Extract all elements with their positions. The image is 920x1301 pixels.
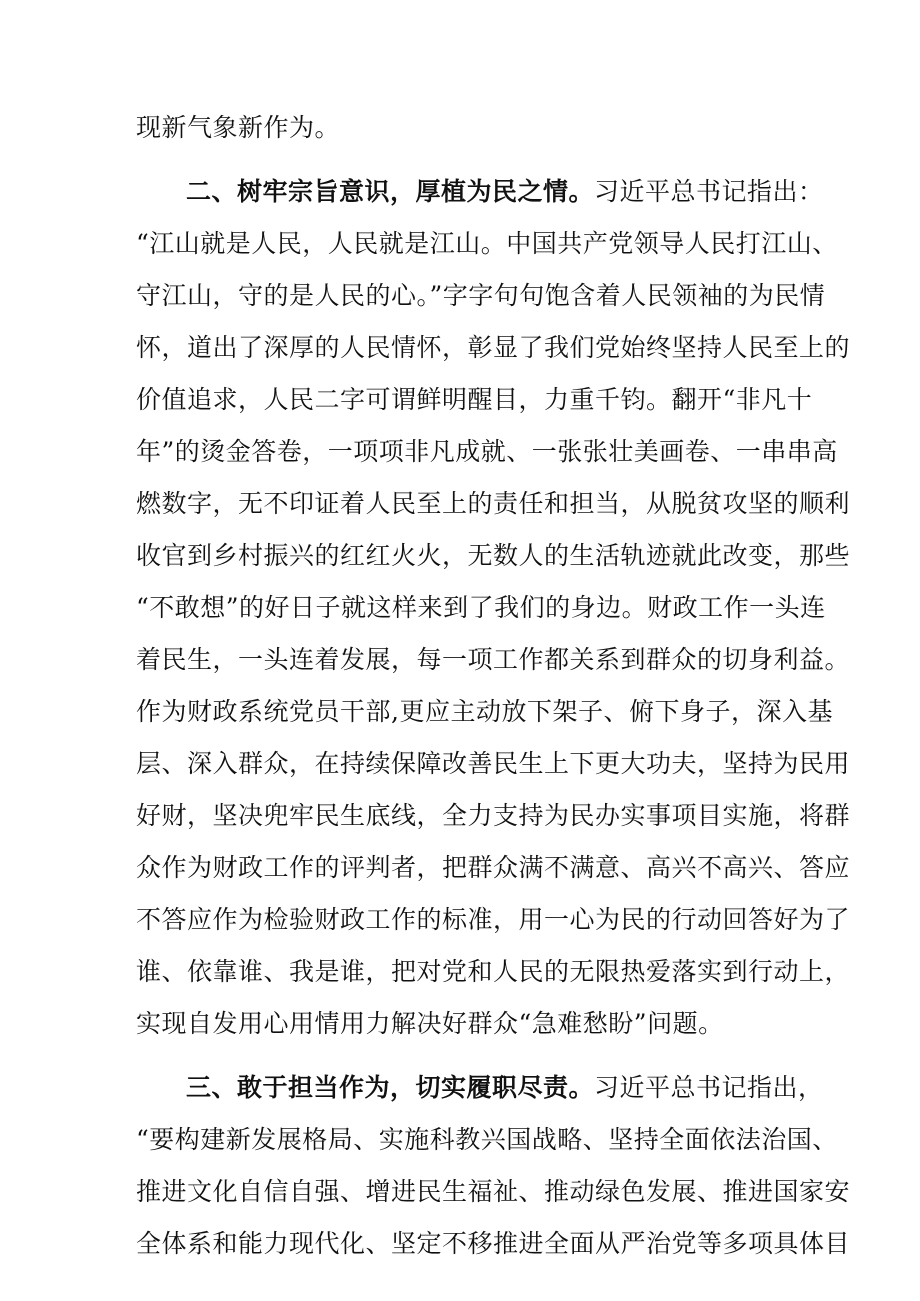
section-2-heading: 二、树牢宗旨意识，厚植为民之情。 [186, 177, 595, 206]
paragraph-line: “要构建新发展格局、实施科教兴国战略、坚持全面依法治国、 [136, 1125, 838, 1154]
paragraph-line: 不答应作为检验财政工作的标准，用一心为民的行动回答好为了 [136, 905, 851, 934]
paragraph-line: 守江山，守的是人民的心。”字字句句饱含着人民领袖的为民情 [136, 281, 826, 310]
paragraph-line: “江山就是人民，人民就是江山。中国共产党领导人民打江山、 [136, 229, 838, 258]
section-3-heading-line [186, 1066, 824, 1110]
section-2-heading-line [186, 170, 824, 214]
paragraph-line: 众作为财政工作的评判者，把群众满不满意、高兴不高兴、答应 [136, 853, 851, 882]
paragraph-line: “不敢想”的好日子就这样来到了我们的身边。财政工作一头连 [136, 593, 826, 622]
paragraph-line: 实现自发用心用情用力解决好群众“急难愁盼”问题。 [136, 1009, 724, 1038]
section-3-heading: 三、敢于担当作为，切实履职尽责。 [186, 1073, 595, 1102]
paragraph-line: 作为财政系统党员干部,更应主动放下架子、俯下身子，深入基 [136, 697, 833, 726]
paragraph-line: 价值追求，人民二字可谓鲜明醒目，力重千钧。翻开“非凡十 [136, 385, 813, 414]
paragraph-line: 年”的烫金答卷，一项项非凡成就、一张张壮美画卷、一串串高 [136, 437, 838, 466]
paragraph-line: 燃数字，无不印证着人民至上的责任和担当，从脱贫攻坚的顺利 [136, 489, 851, 518]
paragraph-line: 全体系和能力现代化、坚定不移推进全面从严治党等多项具体目 [136, 1229, 851, 1258]
paragraph-line: 收官到乡村振兴的红红火火，无数人的生活轨迹就此改变，那些 [136, 541, 851, 570]
paragraph-line: 好财，坚决兜牢民生底线，全力支持为民办实事项目实施，将群 [136, 801, 851, 830]
section-3-lead: 习近平总书记指出， [594, 1073, 824, 1102]
paragraph-line: 层、深入群众，在持续保障改善民生上下更大功夫，坚持为民用 [136, 749, 851, 778]
paragraph-line: 现新气象新作为。 [136, 113, 341, 142]
paragraph-line: 着民生，一头连着发展，每一项工作都关系到群众的切身利益。 [136, 645, 851, 674]
paragraph-line: 谁、依靠谁、我是谁，把对党和人民的无限热爱落实到行动上， [136, 957, 851, 986]
paragraph-line: 怀，道出了深厚的人民情怀，彰显了我们党始终坚持人民至上的 [136, 333, 851, 362]
section-2-lead: 习近平总书记指出： [594, 177, 824, 206]
paragraph-line: 推进文化自信自强、增进民生福祉、推动绿色发展、推进国家安 [136, 1177, 851, 1206]
